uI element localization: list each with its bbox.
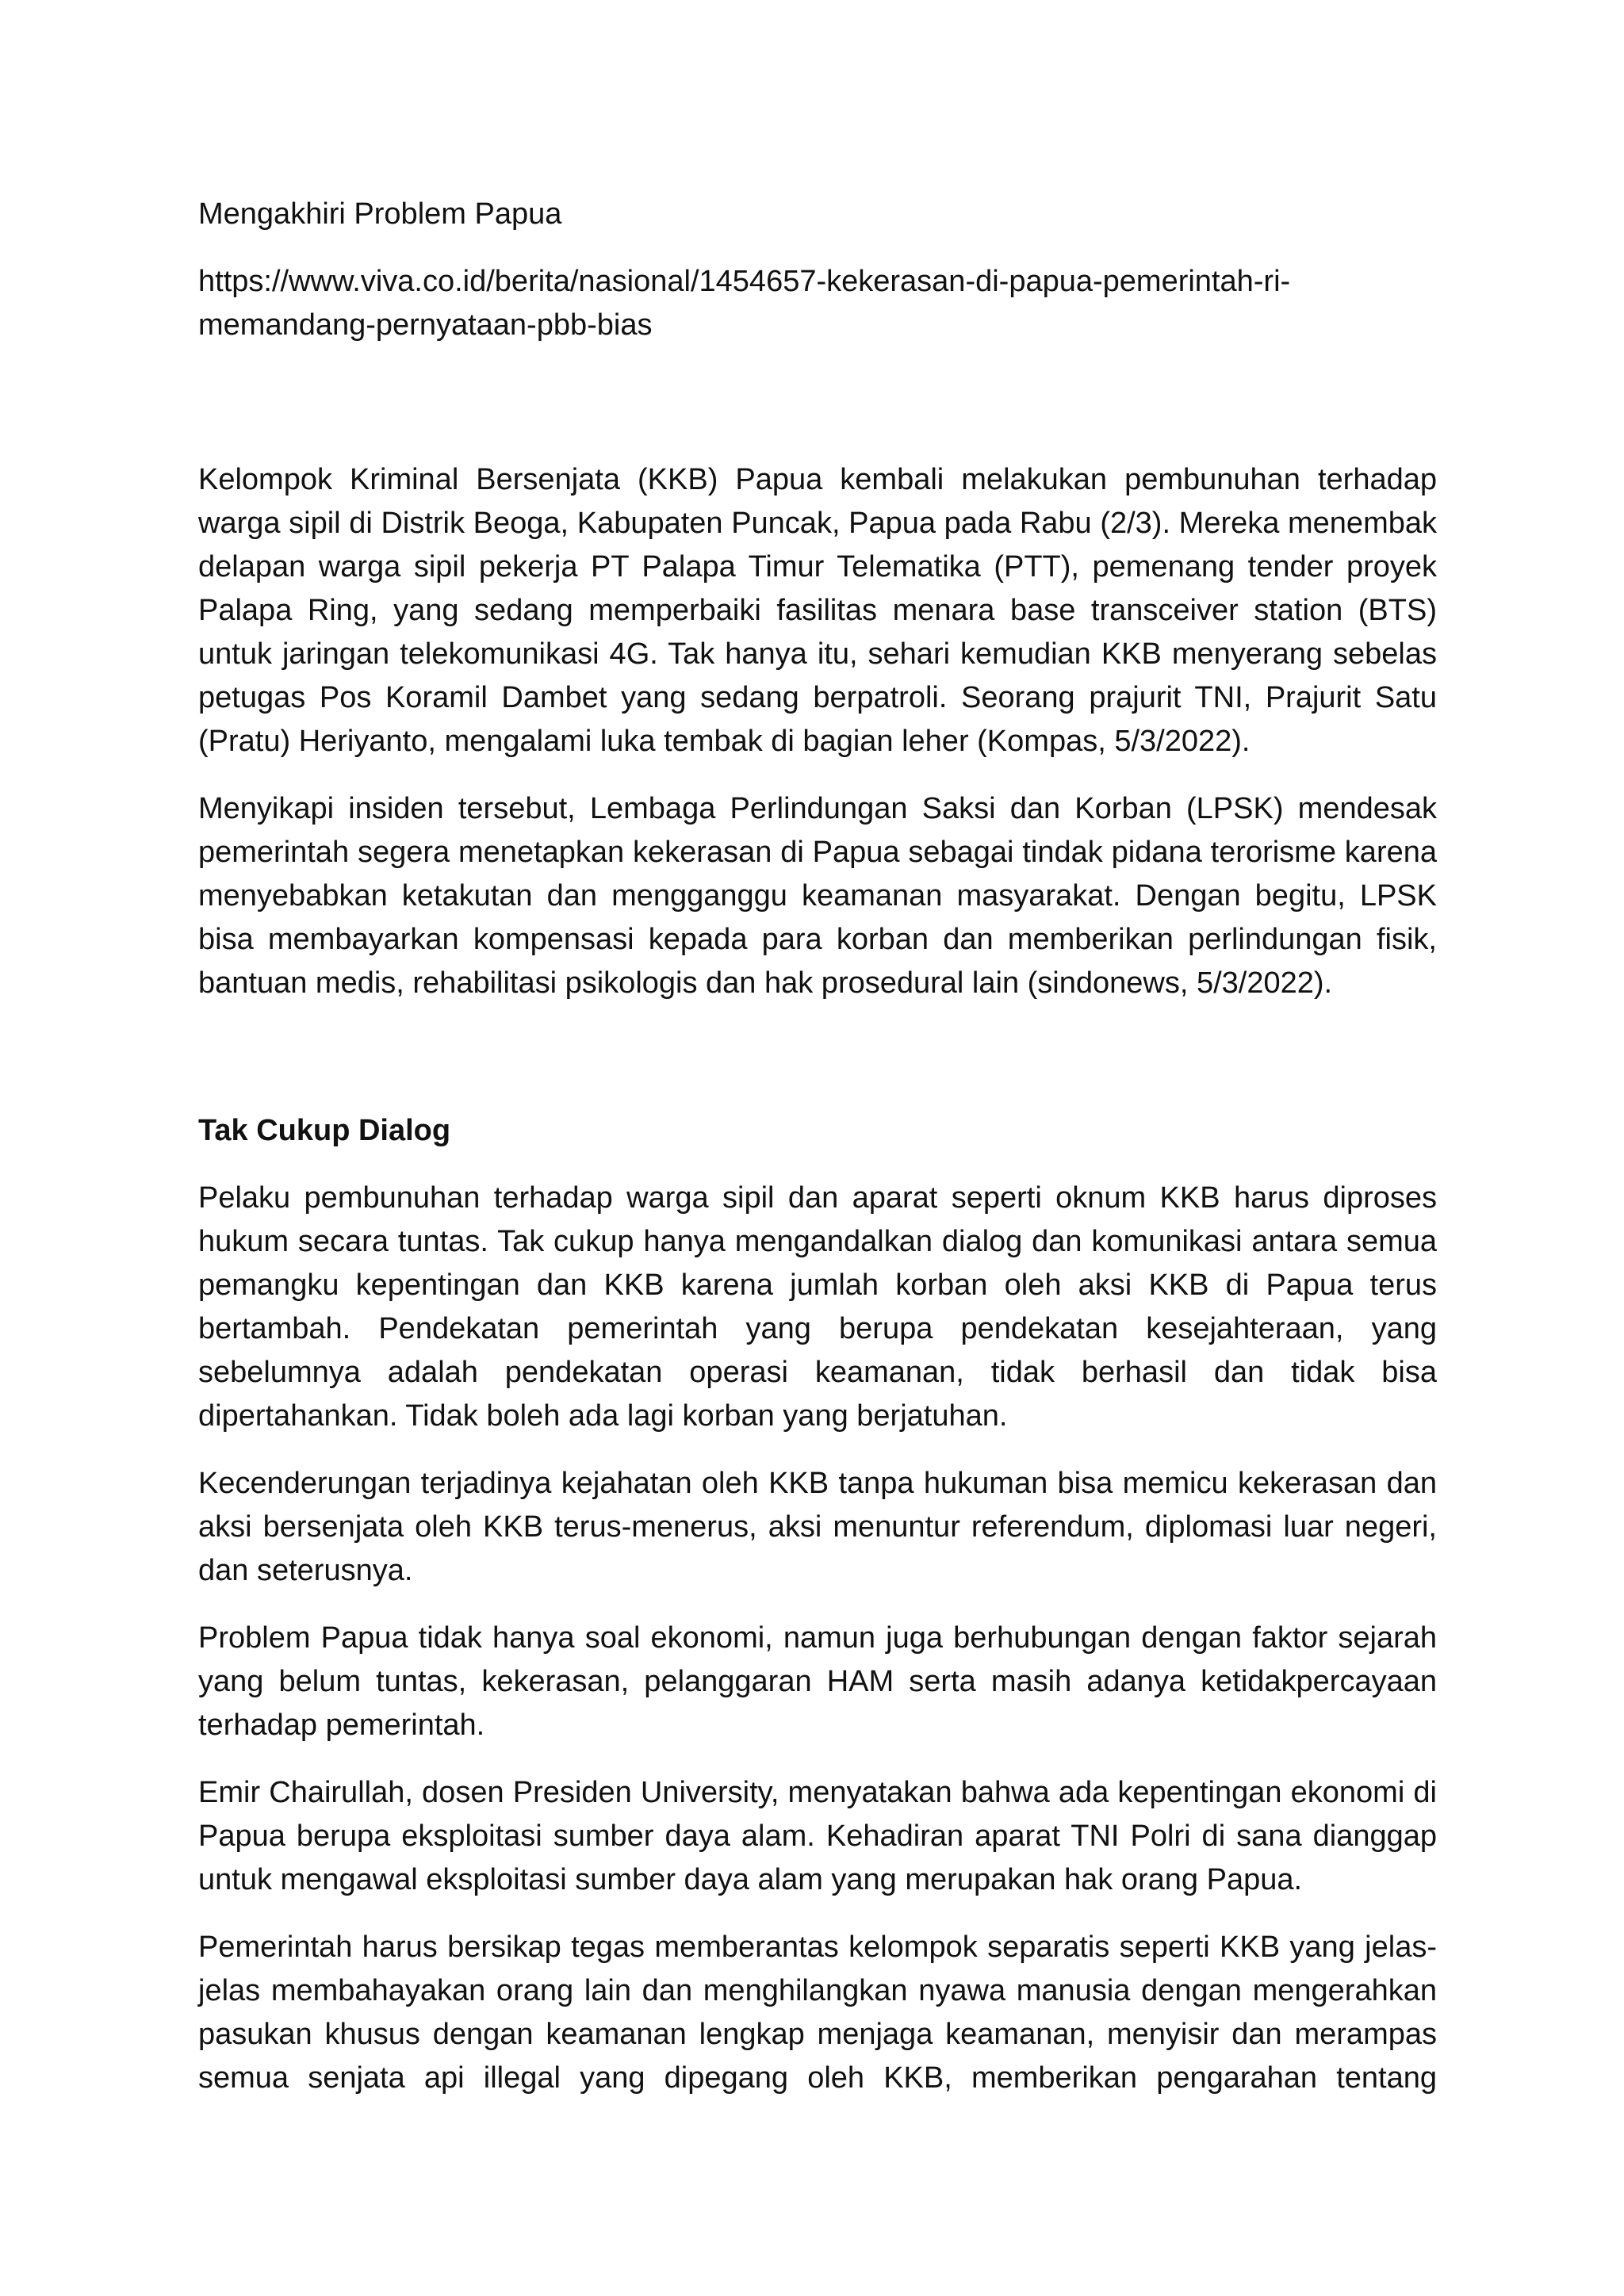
paragraph: Menyikapi insiden tersebut, Lembaga Perlindungan Saksi dan Korban (LPSK) mendesak pemerintah segera menetapkan kekerasan di Papua sebagai tindak pidana terorisme karena menyebabkan ketakutan dan mengganggu keamanan masyarakat. Dengan begitu, LPSK bisa membayarkan kompensasi kepada para korban dan memberikan perlindungan fisik, bantuan medis, rehabilitasi psikologis dan hak prosedural lain (sindonews, 5/3/2022). <box>198 792 1437 1000</box>
document-title: Mengakhiri Problem Papua <box>198 197 562 231</box>
paragraph: Pemerintah harus bersikap tegas memberantas kelompok separatis seperti KKB yang jelas-jelas membahayakan orang lain dan menghilangkan nyawa manusia dengan mengerahkan pasukan khusus dengan keamanan lengkap menjaga keamanan, menyisir dan merampas semua senjata api illegal yang dipegang oleh KKB, memberikan pengarahan tentang <box>198 1931 1437 2095</box>
paragraph: Emir Chairullah, dosen Presiden University, menyatakan bahwa ada kepentingan ekonomi di Papua berupa eksploitasi sumber daya alam. Kehadiran aparat TNI Polri di sana dianggap untuk mengawal eksploitasi sumber daya alam yang merupakan hak orang Papua. <box>198 1776 1437 1896</box>
source-url: https://www.viva.co.id/berita/nasional/1454657-kekerasan-di-papua-pemerintah-ri-memandang-pernyataan-pbb-bias <box>198 265 1291 342</box>
paragraph: Pelaku pembunuhan terhadap warga sipil dan aparat seperti oknum KKB harus diproses hukum secara tuntas. Tak cukup hanya mengandalkan dialog dan komunikasi antara semua pemangku kepentingan dan KKB karena jumlah korban oleh aksi KKB di Papua terus bertambah. Pendekatan pemerintah yang berupa pendekatan kesejahteraan, yang sebelumnya adalah pendekatan operasi keamanan, tidak berhasil dan tidak bisa dipertahankan. Tidak boleh ada lagi korban yang berjatuhan. <box>198 1181 1437 1433</box>
paragraph: Kecenderungan terjadinya kejahatan oleh KKB tanpa hukuman bisa memicu kekerasan dan aksi bersenjata oleh KKB terus-menerus, aksi menuntur referendum, diplomasi luar negeri, dan seterusnya. <box>198 1467 1437 1587</box>
paragraph: Problem Papua tidak hanya soal ekonomi, namun juga berhubungan dengan faktor sejarah yang belum tuntas, kekerasan, pelanggaran HAM serta masih adanya ketidakpercayaan terhadap pemerintah. <box>198 1621 1437 1742</box>
section-heading: Tak Cukup Dialog <box>198 1114 451 1147</box>
document-page <box>198 193 1437 2100</box>
paragraph: Kelompok Kriminal Bersenjata (KKB) Papua kembali melakukan pembunuhan terhadap warga sipil di Distrik Beoga, Kabupaten Puncak, Papua pada Rabu (2/3). Mereka menembak delapan warga sipil pekerja PT Palapa Timur Telematika (PTT), pemenang tender proyek Palapa Ring, yang sedang memperbaiki fasilitas menara base transceiver station (BTS) untuk jaringan telekomunikasi 4G. Tak hanya itu, sehari kemudian KKB menyerang sebelas petugas Pos Koramil Dambet yang sedang berpatroli. Seorang prajurit TNI, Prajurit Satu (Pratu) Heriyanto, mengalami luka tembak di bagian leher (Kompas, 5/3/2022). <box>198 463 1437 758</box>
